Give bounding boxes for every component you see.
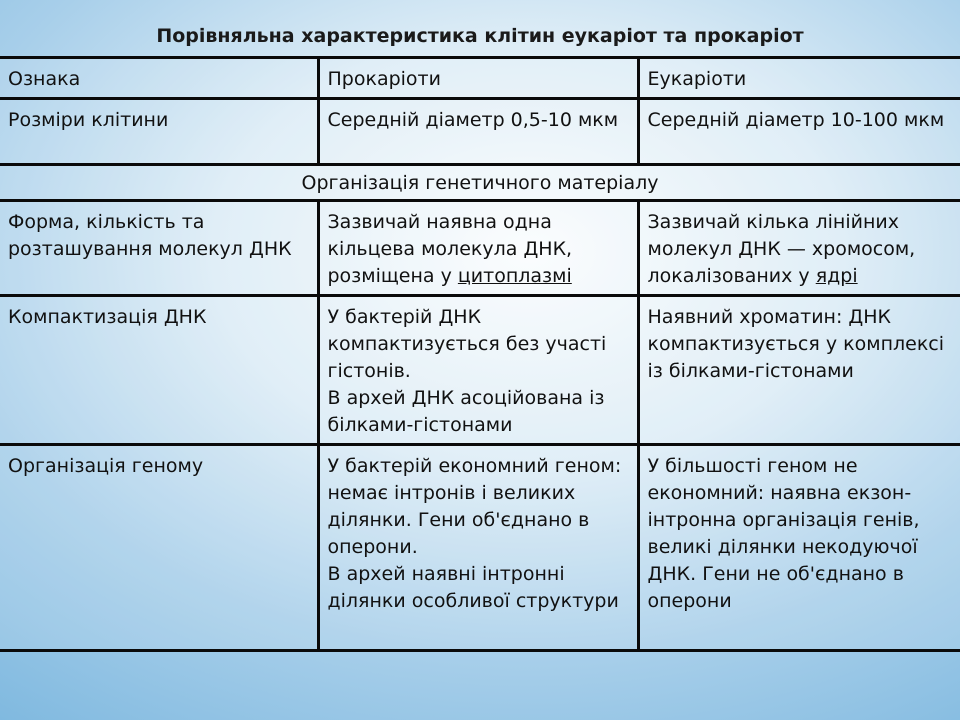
header-cell-feature: Ознака bbox=[0, 58, 318, 99]
eukaryote-cell: У більшості геном не економний: наявна екзон-інтронна організація генів, великі ділянки некодуючої ДНК. Гени не об'єднано в оперони bbox=[638, 445, 960, 651]
cell-text: Зазвичай кілька лінійних молекул ДНК — хромосом, локалізованих у bbox=[647, 211, 916, 287]
cytoplasm-link[interactable]: цитоплазмі bbox=[457, 265, 572, 287]
comparison-table bbox=[0, 56, 960, 652]
header-cell-eukaryotes: Еукаріоти bbox=[638, 58, 960, 99]
cell-paragraph: В архей наявні інтронні ділянки особливої структури bbox=[327, 563, 619, 612]
cell-paragraph: У бактерій ДНК компактизується без участі гістонів. bbox=[327, 306, 607, 382]
nucleus-link[interactable]: ядрі bbox=[815, 265, 858, 287]
cell-paragraph: В архей ДНК асоційована із білками-гістонами bbox=[327, 387, 605, 436]
prokaryote-cell: Середній діаметр 0,5-10 мкм bbox=[318, 99, 638, 165]
section-row bbox=[0, 165, 960, 201]
eukaryote-cell bbox=[638, 201, 960, 296]
table-header-row bbox=[0, 58, 960, 99]
table-row-size bbox=[0, 99, 960, 165]
prokaryote-cell bbox=[318, 445, 638, 651]
prokaryote-cell bbox=[318, 296, 638, 445]
section-heading: Організація генетичного матеріалу bbox=[0, 165, 960, 201]
table-row-compaction bbox=[0, 296, 960, 445]
eukaryote-cell: Наявний хроматин: ДНК компактизується у комплексі із білками-гістонами bbox=[638, 296, 960, 445]
row-label: Форма, кількість та розташування молекул ДНК bbox=[0, 201, 318, 296]
row-label: Компактизація ДНК bbox=[0, 296, 318, 445]
page-title: Порівняльна характеристика клітин еукаріот та прокаріот bbox=[156, 25, 804, 47]
eukaryote-cell: Середній діаметр 10-100 мкм bbox=[638, 99, 960, 165]
cell-text: Зазвичай наявна одна кільцева молекула ДНК, розміщена у bbox=[327, 211, 573, 287]
prokaryote-cell bbox=[318, 201, 638, 296]
row-label: Розміри клітини bbox=[0, 99, 318, 165]
table-row-dna-shape bbox=[0, 201, 960, 296]
row-label: Організація геному bbox=[0, 445, 318, 651]
header-cell-prokaryotes: Прокаріоти bbox=[318, 58, 638, 99]
cell-paragraph: У бактерій економний геном: немає інтронів і великих ділянки. Гени об'єднано в оперони. bbox=[327, 455, 622, 558]
table-row-genome bbox=[0, 445, 960, 651]
